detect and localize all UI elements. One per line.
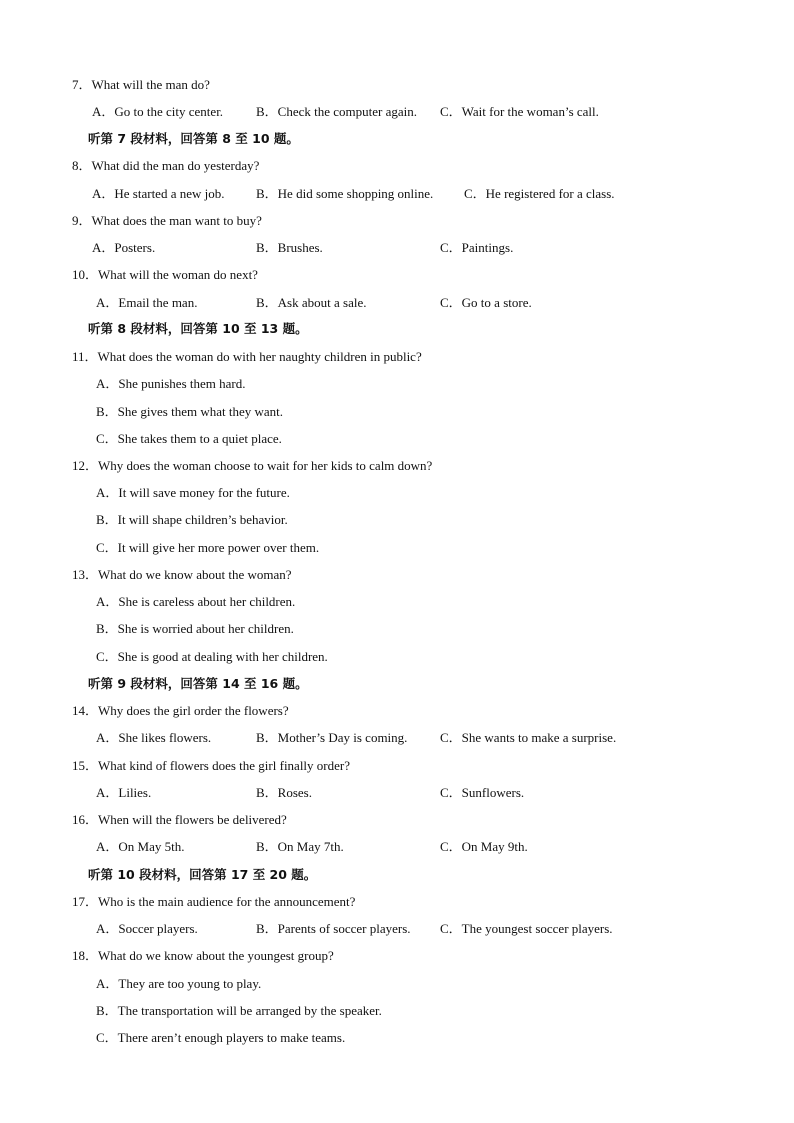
option-c: C．There aren’t enough players to make teams. bbox=[96, 1030, 346, 1045]
question-15: 15．What kind of flowers does the girl finally order? bbox=[72, 758, 350, 773]
section-heading: 听第 7 段材料，回答第 8 至 10 题。 bbox=[88, 131, 299, 146]
option-a: A．Soccer players. bbox=[96, 921, 198, 936]
option-b: B．Mother’s Day is coming. bbox=[256, 730, 408, 745]
option-a: A．Posters. bbox=[92, 240, 156, 255]
option-a: A．Email the man. bbox=[96, 295, 198, 310]
question-12: 12．Why does the woman choose to wait for her kids to calm down? bbox=[72, 458, 433, 473]
question-text: What will the man do? bbox=[91, 77, 210, 92]
question-number: 7． bbox=[72, 77, 92, 92]
option-b: B．The transportation will be arranged by the speaker. bbox=[96, 1003, 382, 1018]
question-16: 16．When will the flowers be delivered? bbox=[72, 812, 287, 827]
option-c: C．She takes them to a quiet place. bbox=[96, 431, 282, 446]
option-a: A．They are too young to play. bbox=[96, 976, 262, 991]
option-b: B．On May 7th. bbox=[256, 839, 344, 854]
question-14: 14．Why does the girl order the flowers? bbox=[72, 703, 289, 718]
option-b: B．She gives them what they want. bbox=[96, 404, 284, 419]
option-b: B．Parents of soccer players. bbox=[256, 921, 411, 936]
option-a: A．It will save money for the future. bbox=[96, 485, 290, 500]
option-c: C．The youngest soccer players. bbox=[440, 921, 613, 936]
option-b: B．She is worried about her children. bbox=[96, 621, 294, 636]
option-c: C．Paintings. bbox=[440, 240, 514, 255]
option-c: C．Sunflowers. bbox=[440, 785, 525, 800]
question-10: 10．What will the woman do next? bbox=[72, 267, 258, 282]
option-b: B．He did some shopping online. bbox=[256, 186, 434, 201]
question-8: 8．What did the man do yesterday? bbox=[72, 158, 260, 173]
option-c: C．Go to a store. bbox=[440, 295, 532, 310]
option-a: A．She likes flowers. bbox=[96, 730, 212, 745]
section-heading: 听第 9 段材料，回答第 14 至 16 题。 bbox=[88, 676, 308, 691]
option-c: C．It will give her more power over them. bbox=[96, 540, 320, 555]
question-7 bbox=[72, 77, 210, 93]
question-13: 13．What do we know about the woman? bbox=[72, 567, 292, 582]
question-9: 9．What does the man want to buy? bbox=[72, 213, 262, 228]
option-c: C．Wait for the woman’s call. bbox=[440, 104, 599, 119]
option-b: B．Roses. bbox=[256, 785, 312, 800]
option-b: B．Brushes. bbox=[256, 240, 323, 255]
section-heading: 听第 10 段材料，回答第 17 至 20 题。 bbox=[88, 867, 317, 882]
option-b: B．Check the computer again. bbox=[256, 104, 418, 119]
section-heading: 听第 8 段材料，回答第 10 至 13 题。 bbox=[88, 321, 308, 336]
option-b: B．It will shape children’s behavior. bbox=[96, 512, 288, 527]
option-b: B．Ask about a sale. bbox=[256, 295, 367, 310]
option-a: A．She is careless about her children. bbox=[96, 594, 296, 609]
option-c: C．She wants to make a surprise. bbox=[440, 730, 617, 745]
question-18: 18．What do we know about the youngest group? bbox=[72, 948, 334, 963]
option-a: A．She punishes them hard. bbox=[96, 376, 246, 391]
option-c: C．On May 9th. bbox=[440, 839, 528, 854]
option-a: A．Go to the city center. bbox=[92, 104, 224, 119]
option-a: A．On May 5th. bbox=[96, 839, 185, 854]
option-a: A．Lilies. bbox=[96, 785, 152, 800]
question-11: 11．What does the woman do with her naughty children in public? bbox=[72, 349, 422, 364]
option-a: A．He started a new job. bbox=[92, 186, 225, 201]
question-17: 17．Who is the main audience for the announcement? bbox=[72, 894, 356, 909]
option-c: C．He registered for a class. bbox=[464, 186, 615, 201]
option-c: C．She is good at dealing with her children. bbox=[96, 649, 328, 664]
